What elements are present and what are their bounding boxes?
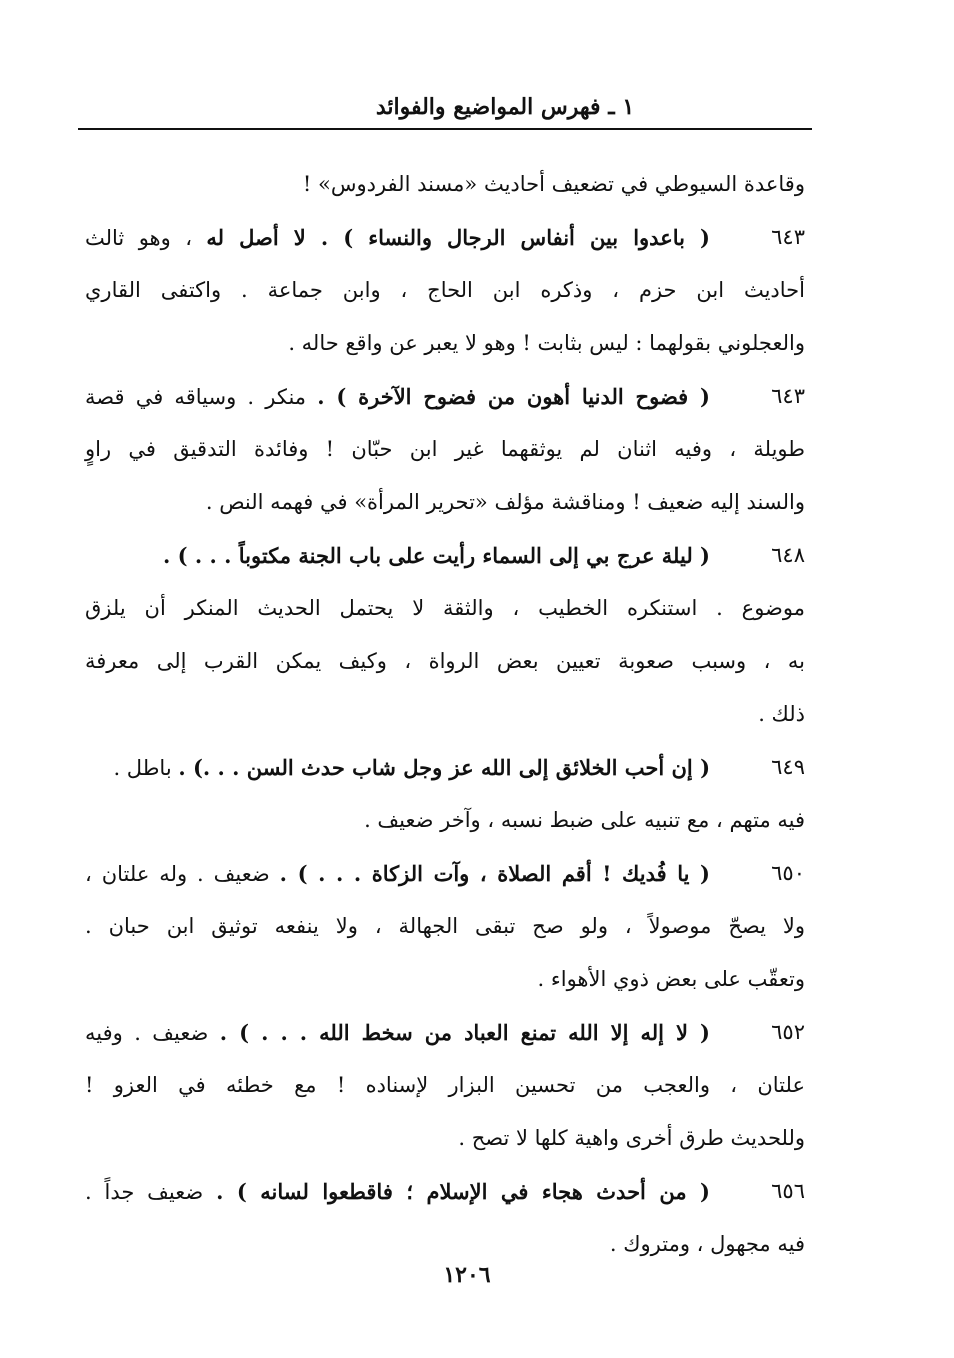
entry-verdict: باطل . xyxy=(113,756,179,780)
entry-head-line xyxy=(85,741,805,794)
entry-line: به ، وسبب صعوبة تعيين بعض الرواة ، وكيف يمكن القرب إلى معرفة xyxy=(85,649,805,673)
entry-line: والعجلوني بقولهما : ليس بثابت ! وهو لا يعبر عن واقع حاله . xyxy=(288,331,805,355)
entry-verdict: ، وهو ثالث xyxy=(85,226,207,250)
page-header-title: ١ ـ فهرس المواضيع والفوائد xyxy=(375,94,635,120)
index-content xyxy=(85,158,805,1271)
entry-line: علتان ، والعجب من تحسين البزار لإسناده ! مع خطئه في العزو ! xyxy=(85,1073,805,1097)
entry-head-line xyxy=(85,370,805,423)
entry-hadith-title: ( فضوح الدنيا أهون من فضوح الآخرة ) . xyxy=(317,384,710,409)
entry-line: وتعقّب على بعض ذوي الأهواء . xyxy=(537,967,805,991)
entry-head-line xyxy=(85,529,805,582)
entry-number: ٦٤٨ xyxy=(771,543,805,567)
entry-line: وللحديث طرق أخرى واهية كلها لا تصح . xyxy=(458,1126,805,1150)
entry-verdict: ضعيف . وله علتان ، xyxy=(85,862,280,886)
page-number: ١٢٠٦ xyxy=(443,1262,491,1288)
entry-number: ٦٤٩ xyxy=(771,755,805,779)
entry-hadith-title: ( لا إله إلا الله تمنع العباد من سخط الله . . . ) . xyxy=(219,1020,710,1045)
entry-head-line xyxy=(85,847,805,900)
entry-verdict: ضعيف جداً . xyxy=(85,1180,217,1204)
entry-line: ولا يصحّ موصولاً ، ولو صح تبقى الجهالة ، ولا ينفعه توثيق ابن حبان . xyxy=(85,914,805,938)
entry-line: ذلك . xyxy=(758,702,805,726)
entry-line: فيه متهم ، مع تنبيه على ضبط نسبه ، وآخر ضعيف . xyxy=(364,808,805,832)
entry-number: ٦٤٣ xyxy=(771,384,805,408)
entry-hadith-title: ( يا فُديك ! أقم الصلاة ، وآت الزكاة . . . ) . xyxy=(279,861,710,886)
entry-line: والسند إليه ضعيف ! ومناقشة مؤلف «تحرير المرأة» في فهمه النص . xyxy=(205,490,805,514)
entry-line: موضوع . استنكره الخطيب ، والثقة لا يحتمل الحديث المنكر أن يلزق xyxy=(85,596,805,620)
header-divider xyxy=(78,128,812,130)
entry-line: طويلة ، وفيه اثنان لم يوثقهما غير ابن حبّان ! وفائدة التدقيق في راوٍ xyxy=(85,437,805,461)
entry-number: ٦٥٠ xyxy=(771,861,805,885)
entry-head-line xyxy=(85,1165,805,1218)
entry-number: ٦٥٦ xyxy=(771,1179,805,1203)
entry-hadith-title: ( باعدوا بين أنفاس الرجال والنساء ) . لا أصل له xyxy=(206,225,710,250)
entry-number: ٦٤٣ xyxy=(771,225,805,249)
entry-hadith-title: ( من أحدث هجاء في الإسلام ؛ فاقطعوا لسانه ) . xyxy=(216,1179,710,1204)
intro-line xyxy=(85,158,805,211)
entry-line: أحاديث ابن حزم ، وذكره ابن الحاج ، وابن جماعة . واكتفى القاري xyxy=(85,278,805,302)
entry-hadith-title: ( إن أحب الخلائق إلى الله عز وجل شاب حدث السن . . .) . xyxy=(178,755,710,780)
intro-text: وقاعدة السيوطي في تضعيف أحاديث «مسند الفردوس» ! xyxy=(302,172,805,196)
entry-verdict: ضعيف . وفيه xyxy=(85,1021,220,1045)
entry-line: فيه مجهول ، ومتروك . xyxy=(609,1232,805,1256)
entry-hadith-title: ( ليلة عرج بي إلى السماء رأيت على باب الجنة مكتوباً . . . ) . xyxy=(163,543,710,568)
entry-verdict: منكر . وسياقه في قصة xyxy=(85,385,318,409)
entry-number: ٦٥٢ xyxy=(771,1020,805,1044)
entry-head-line xyxy=(85,211,805,264)
entry-head-line xyxy=(85,1006,805,1059)
